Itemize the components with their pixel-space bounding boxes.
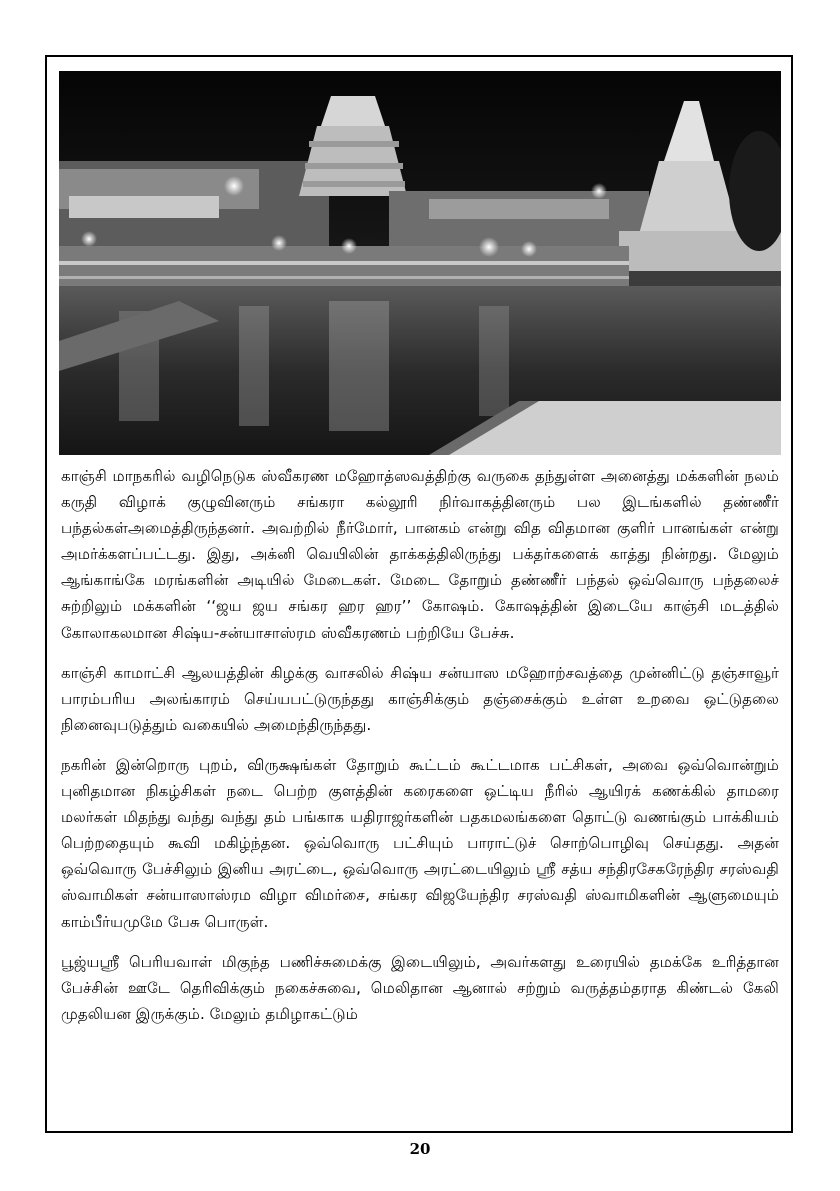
paragraph: காஞ்சி காமாட்சி ஆலயத்தின் கிழக்கு வாசலில் சிஷ்ய சன்யாஸ மஹோற்சவத்தை முன்னிட்டு தஞ்சாவூர் பாரம்பரிய அலங்காரம் செய்யபட்டுருந்தது காஞ்சிக்கும் தஞ்சைக்கும் உள்ள உறவை ஒட்டுதலை நினைவுபடுத்தும் வகையில் அமைந்திருந்தது. xyxy=(61,663,779,734)
page-number: 20 xyxy=(409,1140,431,1158)
paragraph: காஞ்சி மாநகரில் வழிநெடுக ஸ்வீகரண மஹோத்ஸவத்திற்கு வருகை தந்துள்ள அனைத்து மக்களின் நலம் கருதி விழாக் குழுவினரும் சங்கரா கல்லூரி நிர்வாகத்தினரும் பல இடங்களில் தண்ணீர் பந்தல்கள்அமைத்திருந்தனர். அவற்றில் நீர்மோர், பானகம் என்று வித விதமான குளிர் பானங்கள் என்று அமர்க்களப்பட்டது. இது, அக்னி வெயிலின் தாக்கத்திலிருந்து பக்தர்களைக் காத்து நின்றது. மேலும் ஆங்காங்கே மரங்களின் அடியில் மேடைகள். மேடை தோறும் தண்ணீர் பந்தல் ஒவ்வொரு பந்தலைச் சுற்றிலும் மக்களின் ‘‘ஜய ஜய சங்கர ஹர ஹர’’ கோஷம். கோஷத்தின் இடையே காஞ்சி மடத்தில் கோலாகலமான சிஷ்ய-சன்யாசாஸ்ரம ஸ்வீகரணம் பற்றியே பேச்சு. xyxy=(61,467,779,642)
photo-illustration xyxy=(59,71,781,455)
article-body xyxy=(61,463,779,1041)
paragraph: பூஜ்யஶ்ரீ பெரியவாள் மிகுந்த பணிச்சுமைக்கு இடையிலும், அவர்களது உரையில் தமக்கே உரித்தான பேச்சின் ஊடே தெரிவிக்கும் நகைச்சுவை, மெலிதான ஆனால் சற்றும் வருத்தம்தராத கிண்டல் கேலி முதலியன இருக்கும். மேலும் தமிழாகட்டும் xyxy=(61,952,779,1023)
page-border xyxy=(45,55,793,1133)
paragraph: நகரின் இன்றொரு புறம், விருக்ஷங்கள் தோறும் கூட்டம் கூட்டமாக பட்சிகள், அவை ஒவ்வொன்றும் புனிதமான நிகழ்சிகள் நடை பெற்ற குளத்தின் கரைகளை ஒட்டிய நீரில் ஆயிரக் கணக்கில் தாமரை மலர்கள் மிதந்து வந்து வந்து தம் பங்காக யதிராஜர்களின் பதகமலங்களை தொட்டு வணங்கும் பாக்கியம் பெற்றதையும் கூவி மகிழ்ந்தன. ஒவ்வொரு பட்சியும் பாராட்டுச் சொற்பொழிவு செய்தது. அதன் ஒவ்வொரு பேச்சிலும் இனிய அரட்டை, ஒவ்வொரு அரட்டையிலும் ஶ்ரீ சத்ய சந்திரசேகரேந்திர சரஸ்வதி ஸ்வாமிகள் சன்யாஸாஸ்ரம விழா விமர்சை, சங்கர விஜயேந்திர சரஸ்வதி ஸ்வாமிகளின் ஆளுமையும் காம்பீர்யமுமே பேசு பொருள். xyxy=(61,755,779,931)
temple-tank-night-photo xyxy=(59,71,781,455)
